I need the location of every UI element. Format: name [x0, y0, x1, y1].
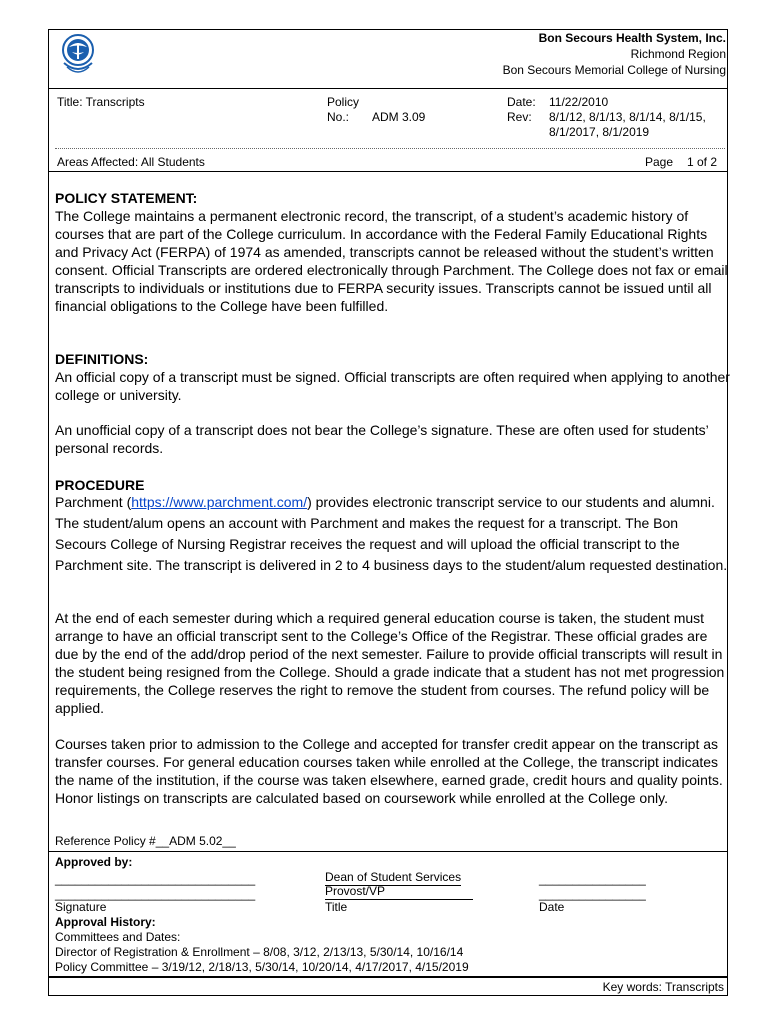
- procedure-parchment: Parchment (https://www.parchment.com/) provides electronic transcript service to our students and alumni. The student/alum opens an account with Parchment and makes the request for a transcript. The Bon Secours College of Nursing Registrar receives the request and will upload the official transcript to the Parchment site. The transcript is delivered in 2 to 4 business days to the student/alum requested destination.: [55, 494, 728, 573]
- policy-heading: POLICY STATEMENT:: [55, 190, 198, 206]
- signature-label: Signature: [55, 900, 107, 914]
- rev-dates-1: 8/1/12, 8/1/13, 8/1/14, 8/1/15,: [549, 110, 706, 124]
- rev-dates-2: 8/1/2017, 8/1/2019: [549, 125, 650, 139]
- signature-line-2: ______________________________: [55, 887, 256, 901]
- definitions-section: [55, 350, 730, 404]
- title-label: Title: [325, 900, 348, 914]
- date-line-1: ________________: [539, 872, 646, 886]
- approval-history-heading: Approval History:: [55, 915, 156, 929]
- college-name: Bon Secours Memorial College of Nursing: [502, 63, 726, 77]
- org-name: Bon Secours Health System, Inc.: [538, 31, 726, 45]
- approved-by-label: Approved by:: [55, 855, 133, 869]
- policy-committee-history: Policy Committee – 3/19/12, 2/18/13, 5/30/14, 10/20/14, 4/17/2017, 4/15/2019: [55, 960, 469, 974]
- keywords-divider: [48, 977, 728, 978]
- committees-label: Committees and Dates:: [55, 930, 181, 944]
- title-provost: Provost/VP: [325, 884, 473, 900]
- parchment-link[interactable]: https://www.parchment.com/: [131, 494, 308, 510]
- date-line-2: ________________: [539, 887, 646, 901]
- region: Richmond Region: [630, 47, 726, 61]
- rev-label: Rev:: [507, 110, 532, 124]
- definitions-heading: DEFINITIONS:: [55, 351, 149, 367]
- title-dean: Dean of Student Services: [325, 870, 462, 884]
- policy-label: Policy: [327, 95, 360, 109]
- definition-official: An official copy of a transcript must be signed. Official transcripts are often required when applying to another college or university.: [55, 369, 730, 403]
- policy-section: [55, 189, 730, 315]
- org-header: [503, 30, 726, 78]
- definition-unofficial: An unofficial copy of a transcript does not bear the College’s signature. These are often used for students’ personal records.: [55, 422, 709, 456]
- director-history: Director of Registration & Enrollment – 8/08, 3/12, 2/13/13, 5/30/14, 10/16/14: [55, 945, 464, 959]
- procedure-heading: PROCEDURE: [55, 477, 145, 493]
- page-number: 1 of 2: [687, 155, 718, 169]
- keywords: Key words: Transcripts: [602, 980, 724, 994]
- areas-affected: Areas Affected: All Students: [57, 155, 205, 169]
- procedure-general-education: At the end of each semester during which a required general education course is taken, the student must arrange to have an official transcript sent to the College’s Office of the Registrar. These official grades are due by the end of the add/drop period of the next semester. Failure to provide official transcripts will result in the student being resigned from the College. Should a grade indicate that a student has not met progression requirements, the College reserves the right to remove the student from courses. The refund policy will be applied.: [55, 610, 725, 716]
- policy-no-label: No.:: [327, 110, 350, 124]
- page-label: Page: [645, 155, 674, 169]
- date-col-label: Date: [539, 900, 565, 914]
- doc-title: Title: Transcripts: [57, 95, 145, 109]
- policy-text: The College maintains a permanent electronic record, the transcript, of a student’s academic history of courses that are part of the College curriculum. In accordance with the Federal Family Educational Rights and Privacy Act (FERPA) of 1974 as amended, transcripts cannot be released without the student’s written consent. Official Transcripts are ordered electronically through Parchment. The College does not fax or email transcripts to individuals or institutions due to FERPA security issues. Transcripts cannot be issued until all financial obligations to the College have been fulfilled.: [55, 208, 728, 314]
- procedure-transfer-courses: Courses taken prior to admission to the College and accepted for transfer credit appear on the transcript as transfer courses. For general education courses taken while enrolled at the College, the transcript indicates the name of the institution, if the course was taken elsewhere, earned grade, credit hours and quality points. Honor listings on transcripts are calculated based on coursework while enrolled at the College only.: [55, 736, 723, 806]
- reference-policy: Reference Policy #__ADM 5.02__: [55, 834, 236, 848]
- header-divider: [48, 88, 728, 89]
- header-bottom-line: [48, 171, 728, 172]
- dotted-divider: [55, 148, 725, 149]
- signature-line-1: ______________________________: [55, 872, 256, 886]
- date-value: 11/22/2010: [549, 95, 609, 109]
- bon-secours-logo: [58, 33, 98, 77]
- policy-number: ADM 3.09: [372, 110, 426, 124]
- date-label: Date:: [507, 95, 536, 109]
